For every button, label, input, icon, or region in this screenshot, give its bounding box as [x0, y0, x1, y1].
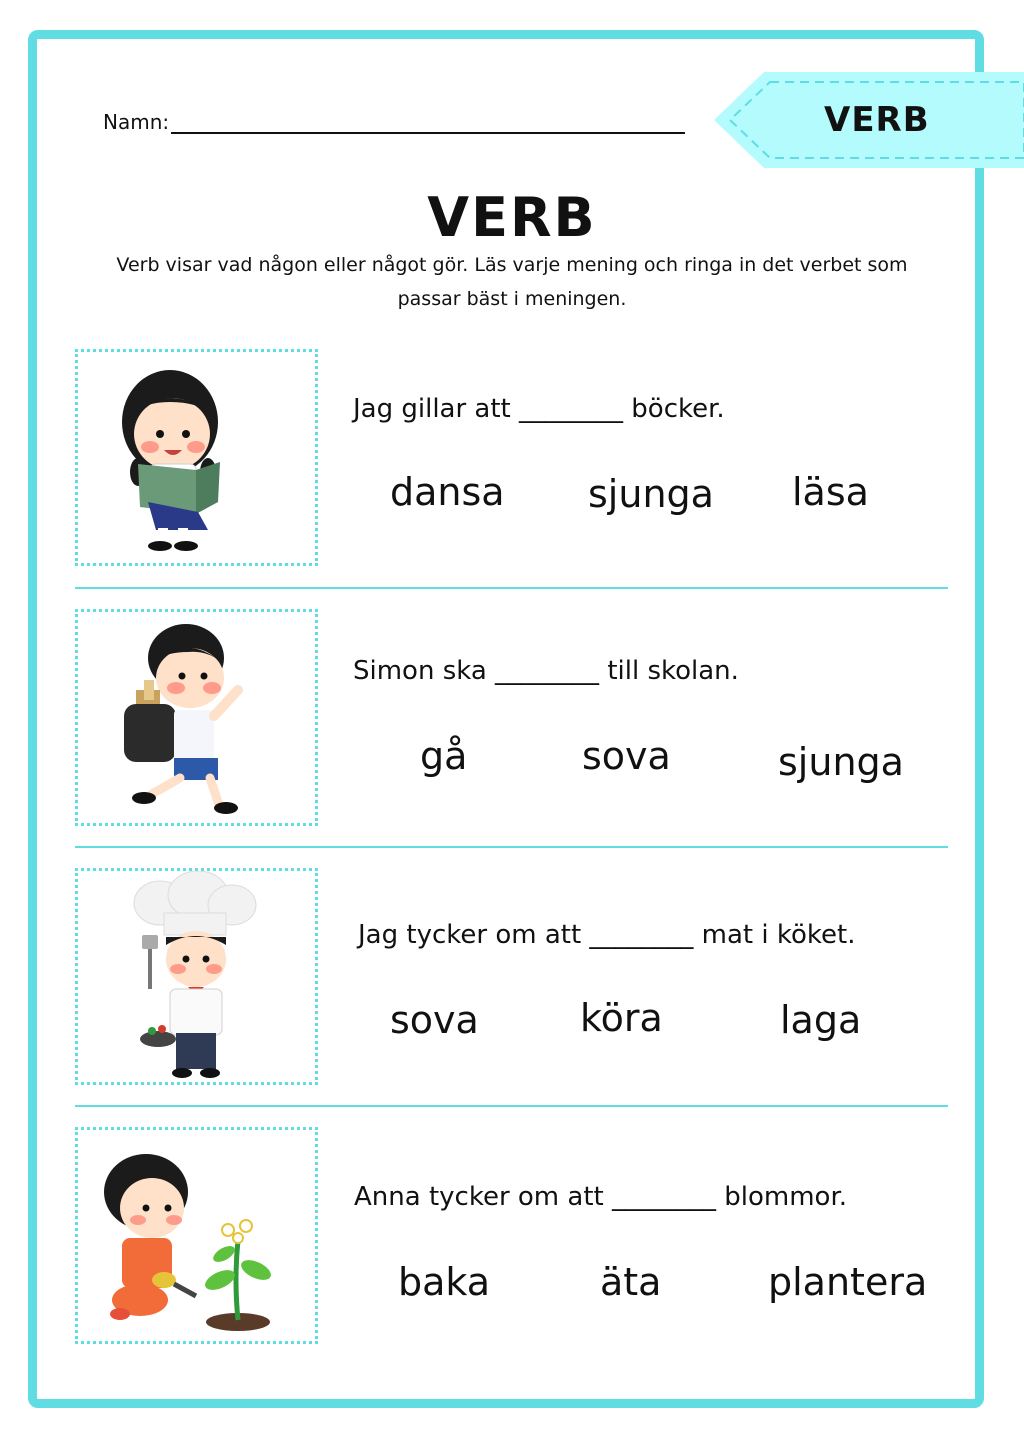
exercise-1-option-3[interactable]: läsa [792, 470, 869, 514]
exercise-2-picture-box [75, 609, 318, 826]
separator-line [75, 846, 948, 848]
exercise-4-sentence: Anna tycker om att ________ blommor. [354, 1182, 848, 1212]
separator-line [75, 587, 948, 589]
exercise-4-picture-box [75, 1127, 318, 1344]
exercise-1-picture-box [75, 349, 318, 566]
exercise-4-option-3[interactable]: plantera [768, 1260, 928, 1304]
separator-line [75, 1105, 948, 1107]
exercise-4-option-2[interactable]: äta [600, 1260, 662, 1304]
girl-reading-book-icon [78, 352, 315, 563]
exercise-1-sentence: Jag gillar att ________ böcker. [353, 394, 725, 424]
exercise-2-option-1[interactable]: gå [420, 734, 468, 778]
tab-label: VERB [824, 100, 930, 140]
name-field-row [103, 108, 685, 134]
name-label: Namn: [103, 110, 170, 134]
exercise-2-option-2[interactable]: sova [582, 734, 671, 778]
exercise-3-option-2[interactable]: köra [580, 996, 663, 1040]
exercise-2-sentence: Simon ska ________ till skolan. [353, 656, 739, 686]
exercise-2-option-3[interactable]: sjunga [778, 740, 904, 784]
exercise-1-option-2[interactable]: sjunga [588, 472, 714, 516]
instructions-text: Verb visar vad någon eller något gör. Läs varje mening och ringa in det verbet som passar bäst i meningen. [116, 254, 908, 310]
boy-walking-to-school-icon [78, 612, 315, 823]
exercise-3-option-3[interactable]: laga [780, 998, 862, 1042]
exercise-1-option-1[interactable]: dansa [390, 470, 505, 514]
page-title: VERB [427, 186, 597, 249]
exercise-4-option-1[interactable]: baka [398, 1260, 491, 1304]
exercise-3-sentence: Jag tycker om att ________ mat i köket. [358, 920, 856, 950]
name-input-line[interactable] [171, 108, 685, 134]
exercise-3-option-1[interactable]: sova [390, 998, 479, 1042]
exercise-3-picture-box [75, 868, 318, 1085]
verb-tab-banner [714, 72, 1024, 168]
girl-planting-flower-icon [78, 1130, 315, 1341]
boy-chef-cooking-icon [78, 871, 315, 1082]
